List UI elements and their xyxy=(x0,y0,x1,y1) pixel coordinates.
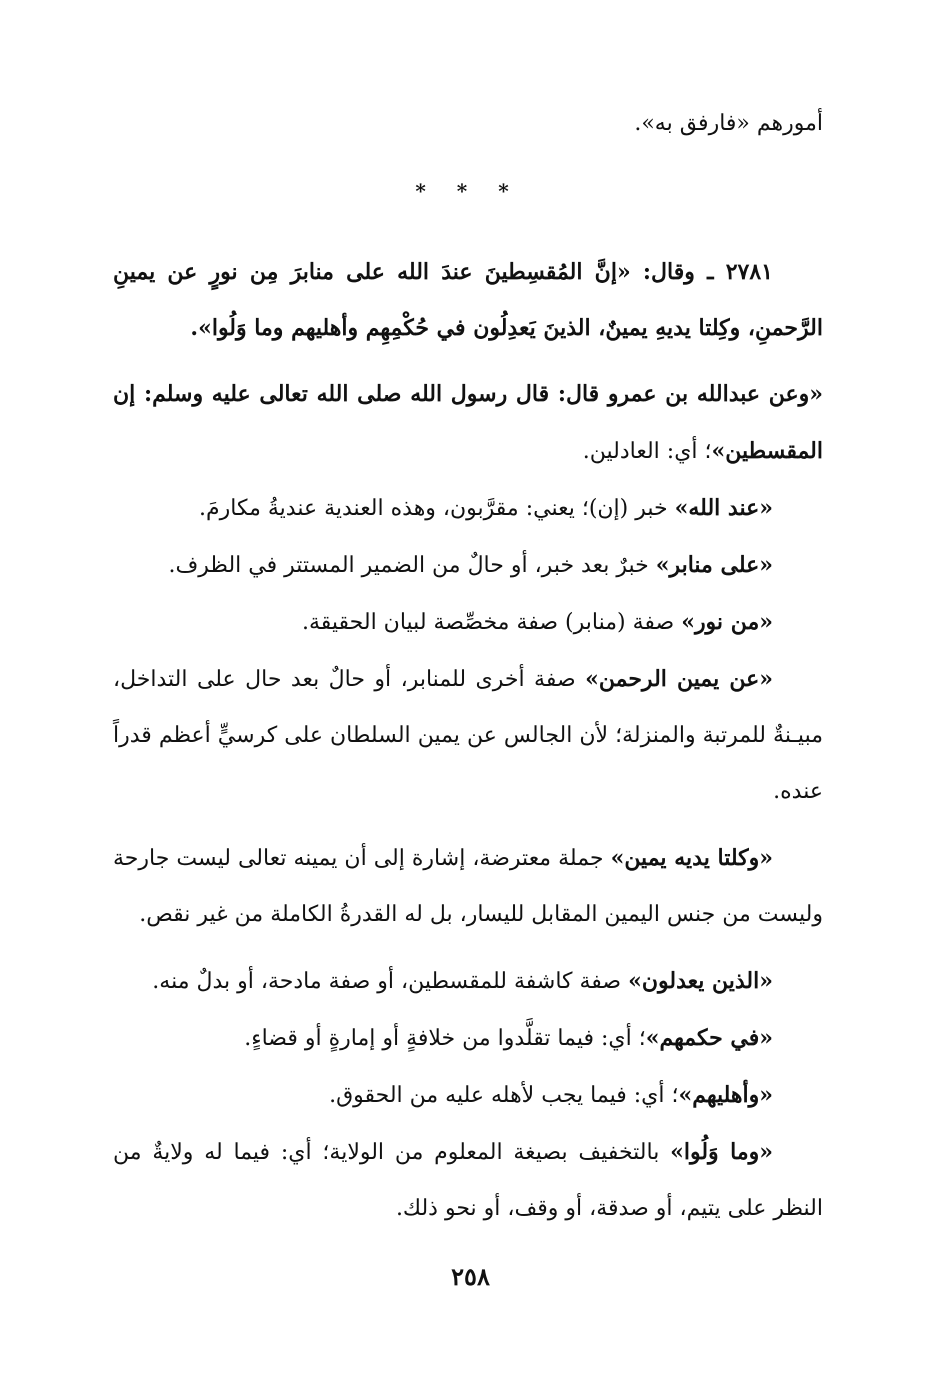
hadith-number: ٢٧٨١ xyxy=(725,259,773,285)
section-separator: * * * xyxy=(415,179,521,203)
commentary-lemma: «وعن عبدالله بن عمرو قال: قال رسول الله صلى الله تعالى عليه وسلم: إن المقسطين» xyxy=(113,381,823,464)
commentary-lemma: «من نور» xyxy=(681,609,773,635)
intro-line: أمورهم «فارفق به». xyxy=(634,111,823,136)
commentary-paragraph-6 xyxy=(113,953,823,1010)
commentary-text: ؛ أي: فيما تقلَّدوا من خلافةٍ أو إمارةٍ أو قضاءٍ. xyxy=(244,1026,646,1051)
commentary-text: ؛ أي: العادلين. xyxy=(582,439,712,464)
commentary-lemma: «عن يمين الرحمن» xyxy=(585,666,773,692)
commentary-paragraph-5 xyxy=(113,830,823,943)
commentary-paragraph-0 xyxy=(113,366,823,480)
commentary-text: خبر (إن)؛ يعني: مقرَّبون، وهذه العندية عنديةُ مكارمَ. xyxy=(199,496,675,521)
commentary-lemma: «في حكمهم» xyxy=(645,1025,773,1051)
commentary-text: صفة كاشفة للمقسطين، أو صفة مادحة، أو بدلٌ منه. xyxy=(152,969,629,994)
hadith-paragraph xyxy=(113,244,823,356)
commentary-paragraph-4 xyxy=(113,651,823,820)
commentary-paragraph-8 xyxy=(113,1067,823,1124)
commentary-lemma: «عند الله» xyxy=(674,495,773,521)
commentary-text: جملة معترضة، إشارة إلى أن يمينه تعالى ليست جارحة وليست من جنس اليمين المقابل لليسار، بل له القدرةُ الكاملة من غير نقص. xyxy=(113,846,823,927)
commentary-lemma: «وأهليهم» xyxy=(678,1082,773,1108)
commentary-lemma: «وما وَلُوا» xyxy=(670,1139,773,1165)
commentary-paragraph-7 xyxy=(113,1010,823,1067)
commentary-text: صفة أخرى للمنابر، أو حالٌ بعد حال على التداخل، مبيـنةٌ للمرتبة والمنزلة؛ لأن الجالس عن يمين السلطان على كرسيٍّ أعظم قدراً عنده. xyxy=(113,667,823,804)
commentary-lemma: «وكلتا يديه يمين» xyxy=(610,845,773,871)
commentary-text: صفة (منابر) صفة مخصِّصة لبيان الحقيقة. xyxy=(301,610,682,635)
commentary-paragraph-2 xyxy=(113,537,823,594)
commentary-text: بالتخفيف بصيغة المعلوم من الولاية؛ أي: فيما له ولايةٌ من النظر على يتيم، أو صدقة، أو وقف، أو نحو ذلك. xyxy=(113,1140,823,1221)
commentary-text: خبرٌ بعد خبر، أو حالٌ من الضمير المستتر في الظرف. xyxy=(168,553,656,578)
commentary-paragraph-3 xyxy=(113,594,823,651)
commentary-lemma: «على منابر» xyxy=(655,552,773,578)
hadith-text: ـ وقال: «إنَّ المُقسِطينَ عندَ الله على منابرَ مِن نورٍ عن يمينِ الرَّحمنِ، وكِلتا يديهِ يمينٌ، الذينَ يَعدِلُون في حُكْمِهِم وأهليهم وما وَلُوا». xyxy=(113,259,823,341)
page-number: ٢٥٨ xyxy=(451,1262,490,1291)
commentary-lemma: «الذين يعدلون» xyxy=(628,968,773,994)
commentary-text: ؛ أي: فيما يجب لأهله عليه من الحقوق. xyxy=(329,1083,679,1108)
text-block xyxy=(113,96,823,1237)
commentary-paragraph-1 xyxy=(113,480,823,537)
commentary-paragraph-9 xyxy=(113,1124,823,1237)
